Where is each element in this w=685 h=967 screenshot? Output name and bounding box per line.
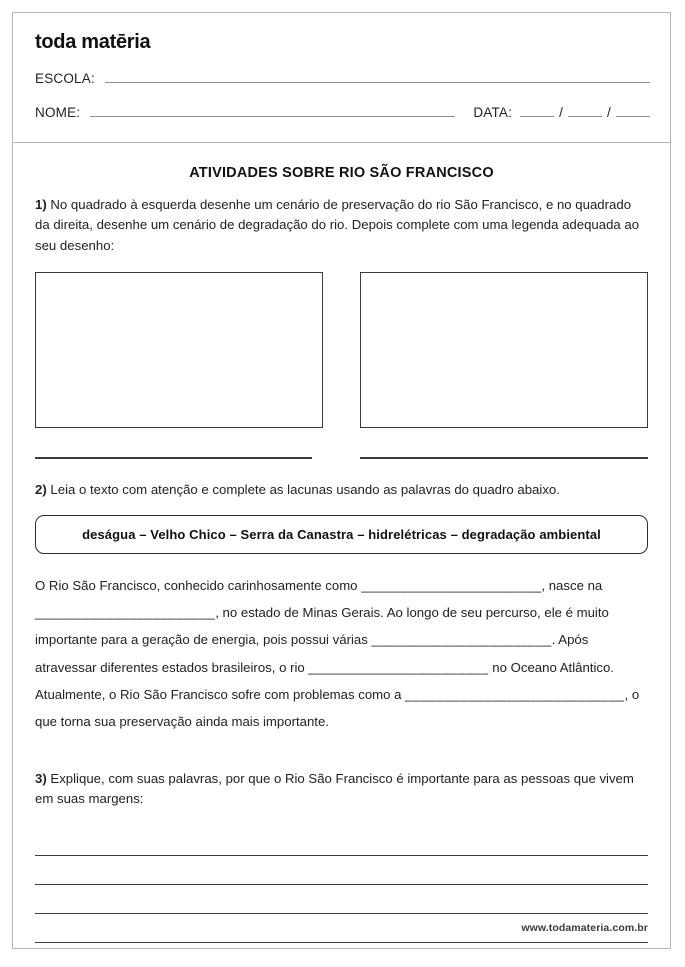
cloze-text-3: , no estado de Minas Gerais. Ao longo de seu percurso, ele é muito importante para a geração de energia, pois possui várias bbox=[35, 605, 609, 648]
drawing-area bbox=[35, 272, 648, 459]
school-input-rule[interactable] bbox=[105, 72, 650, 83]
cloze-text-6: , o que torna sua preservação ainda mais importante. bbox=[35, 687, 640, 730]
cloze-text-2: , nasce na bbox=[541, 577, 603, 593]
answer-line[interactable] bbox=[35, 856, 648, 885]
worksheet-body bbox=[13, 165, 670, 943]
question-2 bbox=[35, 480, 648, 500]
brand-logo: toda matēria bbox=[35, 31, 151, 53]
cloze-blank-1[interactable]: _______________________ bbox=[361, 577, 542, 593]
name-date-field-row bbox=[35, 105, 650, 120]
spacer-before-question-3 bbox=[35, 749, 648, 769]
caption-rule-left[interactable] bbox=[35, 457, 312, 459]
question-3-number: 3) bbox=[35, 770, 47, 786]
question-3 bbox=[35, 769, 648, 810]
worksheet-header bbox=[13, 13, 670, 143]
cloze-text-1: O Rio São Francisco, conhecido carinhosamente como bbox=[35, 577, 362, 593]
worksheet-page bbox=[12, 12, 671, 949]
answer-line[interactable] bbox=[35, 885, 648, 914]
cloze-text-4: . Após atravessar diferentes estados brasileiros, o rio bbox=[35, 632, 589, 675]
caption-rule-right[interactable] bbox=[360, 457, 648, 459]
footer-website-url: www.todamateria.com.br bbox=[521, 922, 648, 934]
word-bank-box: deságua – Velho Chico – Serra da Canastra – hidrelétricas – degradação ambiental bbox=[35, 515, 648, 554]
school-field-row bbox=[35, 71, 650, 86]
cloze-blank-5[interactable]: ____________________________ bbox=[405, 687, 625, 703]
date-field-group bbox=[473, 105, 650, 120]
page-title: ATIVIDADES SOBRE RIO SÃO FRANCISCO bbox=[189, 165, 494, 181]
question-1-number: 1) bbox=[35, 197, 47, 212]
date-day-rule[interactable] bbox=[520, 106, 554, 117]
date-separator-1: / bbox=[559, 105, 564, 120]
question-2-number: 2) bbox=[35, 482, 47, 498]
drawing-column-right bbox=[360, 272, 648, 459]
drawing-column-left bbox=[35, 272, 323, 459]
date-label: DATA: bbox=[473, 105, 513, 120]
cloze-text-5: no Oceano Atlântico. Atualmente, o Rio São Francisco sofre com problemas como a bbox=[35, 659, 614, 703]
spacer-before-question-2 bbox=[35, 459, 648, 480]
drawing-box-degradation[interactable] bbox=[360, 272, 648, 428]
school-label: ESCOLA: bbox=[35, 71, 95, 86]
name-input-rule[interactable] bbox=[90, 106, 455, 117]
cloze-paragraph bbox=[35, 572, 648, 736]
question-2-text: Leia o texto com atenção e complete as lacunas usando as palavras do quadro abaixo. bbox=[46, 482, 560, 498]
date-separator-2: / bbox=[607, 105, 611, 120]
drawing-box-preservation[interactable] bbox=[35, 272, 323, 428]
cloze-blank-4[interactable]: _______________________ bbox=[308, 659, 489, 675]
question-3-text: Explique, com suas palavras, por que o Rio São Francisco é importante para as pessoas que vivem em suas margens: bbox=[35, 770, 634, 807]
date-month-rule[interactable] bbox=[568, 106, 602, 117]
answer-line[interactable] bbox=[35, 827, 648, 856]
cloze-blank-2[interactable]: _______________________ bbox=[35, 605, 216, 621]
question-1-text: No quadrado à esquerda desenhe um cenário de preservação do rio São Francisco, e no quadrado da direita, desenhe um cenário de degradação do rio. Depois complete com uma legenda adequada ao seu desenho: bbox=[35, 197, 640, 253]
cloze-blank-3[interactable]: _______________________ bbox=[371, 632, 552, 648]
name-label: NOME: bbox=[35, 105, 81, 120]
date-year-rule[interactable] bbox=[616, 106, 650, 117]
question-1 bbox=[35, 195, 648, 256]
